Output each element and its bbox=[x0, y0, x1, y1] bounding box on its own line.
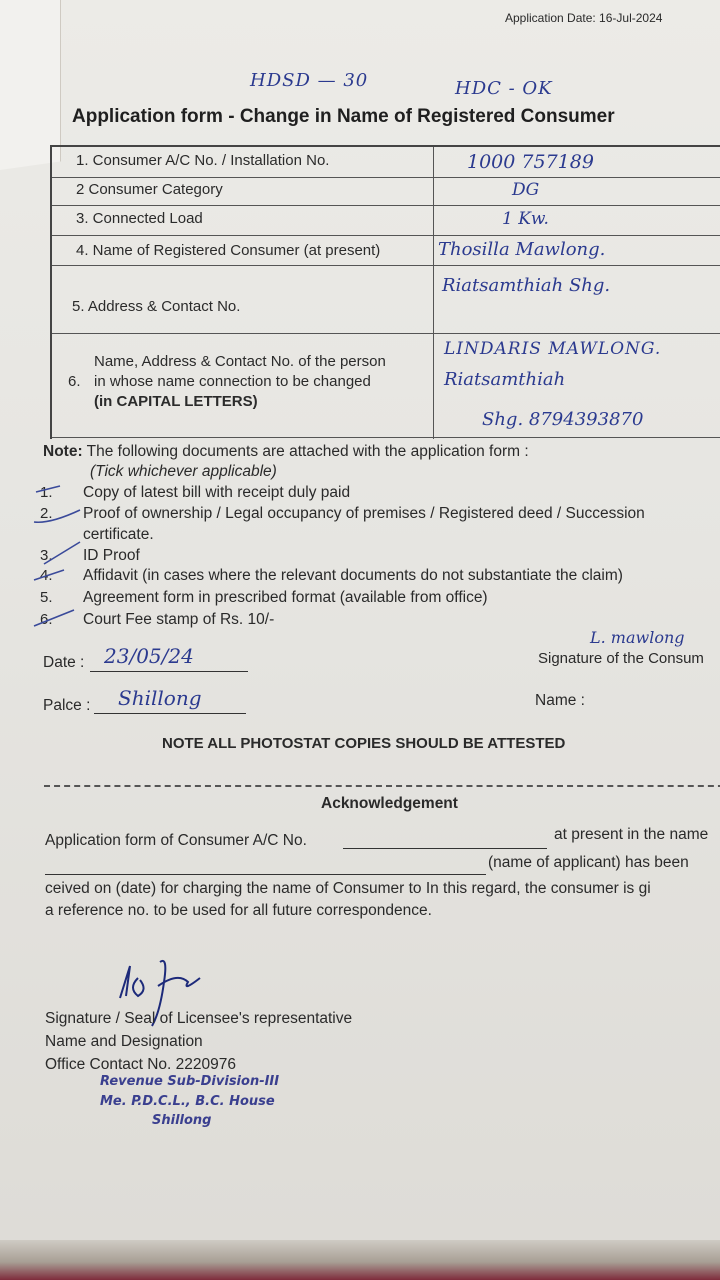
item-6-number: 6. bbox=[40, 611, 53, 628]
place-underline bbox=[94, 713, 246, 714]
office-contact: Office Contact No. 2220976 bbox=[45, 1056, 237, 1073]
cut-line bbox=[44, 785, 720, 787]
item-1-number: 1. bbox=[40, 484, 53, 501]
tick-mark-2 bbox=[34, 510, 80, 522]
row-6-value-line3: Shg. 8794393870 bbox=[482, 409, 644, 430]
form-title: Application form - Change in Name of Registered Consumer bbox=[72, 106, 615, 127]
row-6-number: 6. bbox=[68, 373, 81, 390]
ack-line1-b: at present in the name bbox=[554, 826, 709, 843]
row-divider bbox=[52, 177, 720, 178]
note-text: The following documents are attached with the application form : bbox=[86, 443, 529, 460]
consumer-details-table bbox=[50, 145, 720, 439]
ack-name-underline bbox=[45, 874, 486, 875]
name-label: Name : bbox=[535, 692, 585, 709]
ack-line4: a reference no. to be used for all future correspondence. bbox=[45, 902, 432, 919]
name-designation-label: Name and Designation bbox=[45, 1033, 203, 1050]
ack-line1-a: Application form of Consumer A/C No. bbox=[45, 832, 307, 849]
row-divider bbox=[52, 437, 720, 438]
row-2-label: 2 Consumer Category bbox=[76, 181, 223, 198]
item-4-text: Affidavit (in cases where the relevant documents do not substantiate the claim) bbox=[83, 567, 623, 584]
row-1-value: 1000 757189 bbox=[467, 151, 594, 173]
row-1-label: 1. Consumer A/C No. / Installation No. bbox=[76, 152, 330, 169]
stamp-line-2: Me. P.D.C.L., B.C. House bbox=[100, 1094, 275, 1109]
row-4-value: Thosilla Mawlong. bbox=[438, 239, 606, 260]
row-2-value: DG bbox=[512, 180, 540, 200]
handwritten-note-left: HDSD — 30 bbox=[250, 70, 369, 91]
ack-line3: ceived on (date) for charging the name of Consumer to In this regard, the consumer is gi bbox=[45, 880, 651, 897]
row-6-label-line2: in whose name connection to be changed bbox=[94, 373, 371, 390]
application-date: Application Date: 16-Jul-2024 bbox=[505, 11, 663, 25]
handwritten-note-right: HDC - OK bbox=[455, 78, 553, 99]
item-5-number: 5. bbox=[40, 589, 53, 606]
row-5-label: 5. Address & Contact No. bbox=[72, 298, 241, 315]
tick-mark-1 bbox=[36, 486, 60, 492]
date-value: 23/05/24 bbox=[104, 644, 194, 668]
background-surface bbox=[0, 1240, 720, 1280]
row-divider bbox=[52, 333, 720, 334]
tick-mark-4 bbox=[34, 570, 64, 580]
row-3-value: 1 Kw. bbox=[502, 209, 549, 229]
item-5-text: Agreement form in prescribed format (available from office) bbox=[83, 589, 488, 606]
stamp-line-1: Revenue Sub-Division-III bbox=[100, 1074, 280, 1089]
row-6-label-line3: (in CAPITAL LETTERS) bbox=[94, 393, 258, 410]
item-2-text: Proof of ownership / Legal occupancy of premises / Registered deed / Succession bbox=[83, 505, 645, 522]
date-underline bbox=[90, 671, 248, 672]
licensee-signature-label: Signature / Seal of Licensee's representative bbox=[45, 1010, 353, 1027]
row-divider bbox=[52, 265, 720, 266]
place-value: Shillong bbox=[118, 686, 202, 710]
item-2-number: 2. bbox=[40, 505, 53, 522]
tick-mark-6 bbox=[34, 610, 74, 626]
date-label: Date : bbox=[43, 654, 85, 671]
item-1-text: Copy of latest bill with receipt duly paid bbox=[83, 484, 351, 501]
item-3-number: 3. bbox=[40, 547, 53, 564]
acknowledgement-heading: Acknowledgement bbox=[321, 795, 458, 812]
note-heading: Note: bbox=[43, 443, 83, 460]
row-5-value: Riatsamthiah Shg. bbox=[442, 275, 611, 296]
tick-mark-3 bbox=[44, 542, 80, 564]
item-6-text: Court Fee stamp of Rs. 10/- bbox=[83, 611, 275, 628]
row-6-label-line1: Name, Address & Contact No. of the person bbox=[94, 353, 386, 370]
column-divider bbox=[433, 147, 434, 439]
place-label: Palce : bbox=[43, 697, 91, 714]
tick-marks bbox=[30, 480, 100, 630]
row-divider bbox=[52, 205, 720, 206]
item-3-text: ID Proof bbox=[83, 547, 140, 564]
signature-label: Signature of the Consum bbox=[538, 650, 704, 667]
note-subtext: (Tick whichever applicable) bbox=[90, 463, 277, 480]
ack-account-underline bbox=[343, 848, 547, 849]
row-4-label: 4. Name of Registered Consumer (at present) bbox=[76, 242, 381, 259]
consumer-signature: L. mawlong bbox=[590, 628, 685, 647]
row-divider bbox=[52, 235, 720, 236]
item-4-number: 4. bbox=[40, 567, 53, 584]
stamp-line-3: Shillong bbox=[152, 1113, 212, 1128]
row-6-value-line1: LINDARIS MAWLONG. bbox=[444, 339, 662, 359]
item-2-continuation: certificate. bbox=[83, 526, 154, 543]
attestation-note: NOTE ALL PHOTOSTAT COPIES SHOULD BE ATTESTED bbox=[162, 735, 566, 752]
note-block bbox=[43, 443, 529, 461]
ack-line2: (name of applicant) has been bbox=[488, 854, 689, 871]
row-3-label: 3. Connected Load bbox=[76, 210, 203, 227]
row-6-value-line2: Riatsamthiah bbox=[444, 369, 566, 390]
